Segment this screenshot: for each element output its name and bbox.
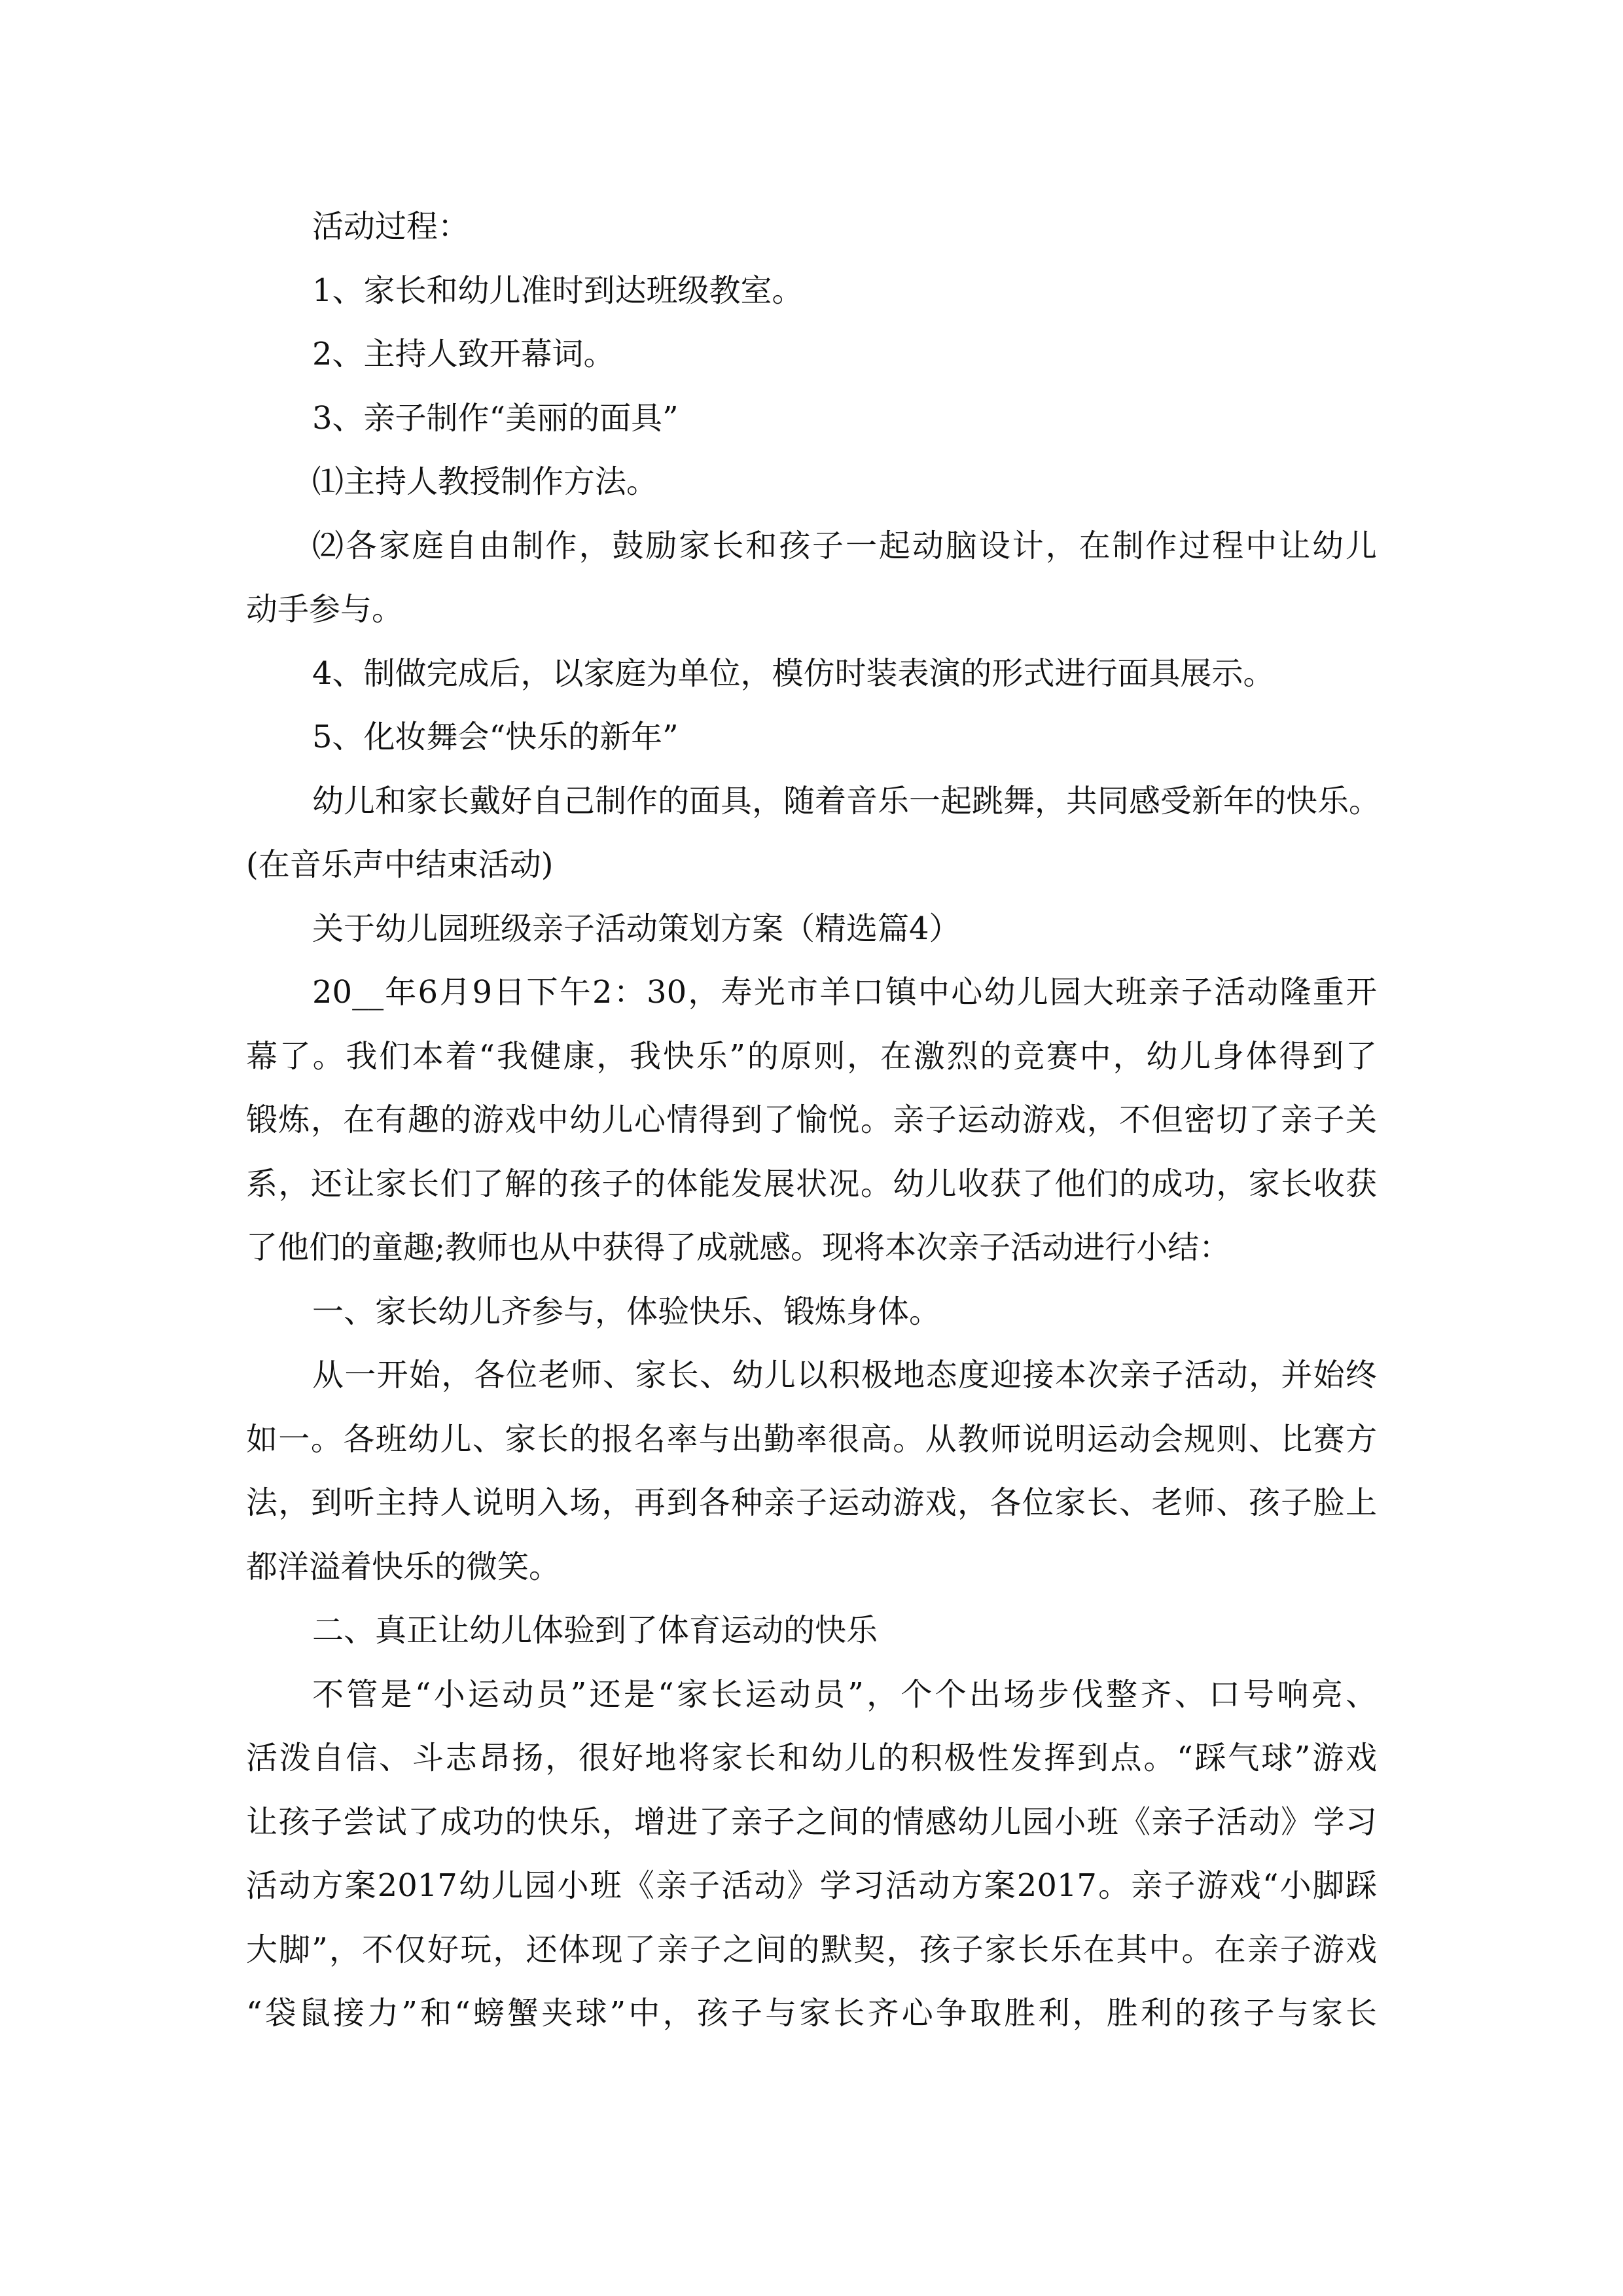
paragraph-line: 活动方案2017幼儿园小班《亲子活动》学习活动方案2017。亲子游戏“小脚踩: [246, 1867, 1377, 1904]
paragraph-line: 活泼自信、斗志昂扬，很好地将家长和幼儿的积极性发挥到点。“踩气球”游戏: [246, 1740, 1377, 1776]
paragraph-line: 1、家长和幼儿准时到达班级教室。: [312, 272, 804, 309]
paragraph-line: 幕了。我们本着“我健康，我快乐”的原则，在激烈的竞赛中，幼儿身体得到了: [246, 1037, 1377, 1075]
paragraph-line: 如一。各班幼儿、家长的报名率与出勤率很高。从教师说明运动会规则、比赛方: [246, 1420, 1377, 1458]
paragraph-line: ⑵各家庭自由制作，鼓励家长和孩子一起动脑设计，在制作过程中让幼儿: [312, 527, 1377, 564]
paragraph-line: 20__年6月9日下午2：30，寿光市羊口镇中心幼儿园大班亲子活动隆重开: [312, 974, 1377, 1011]
paragraph-line: (在音乐声中结束活动): [246, 846, 554, 883]
document-page: [246, 195, 1381, 2046]
paragraph-line: 不管是“小运动员”还是“家长运动员”，个个出场步伐整齐、口号响亮、: [312, 1676, 1377, 1713]
paragraph-line: 2、主持人致开幕词。: [312, 336, 615, 372]
paragraph-line: 让孩子尝试了成功的快乐，增进了亲子之间的情感幼儿园小班《亲子活动》学习: [246, 1803, 1377, 1840]
paragraph-line: 幼儿和家长戴好自己制作的面具，随着音乐一起跳舞，共同感受新年的快乐。: [312, 782, 1381, 819]
subheading-one: 一、家长幼儿齐参与，体验快乐、锻炼身体。: [312, 1293, 941, 1330]
section-title: 关于幼儿园班级亲子活动策划方案（精选篇4）: [312, 910, 961, 947]
heading-activity-process: 活动过程：: [312, 208, 470, 245]
paragraph-line: 都洋溢着快乐的微笑。: [246, 1548, 561, 1585]
paragraph-line: 5、化妆舞会“快乐的新年”: [312, 719, 679, 755]
paragraph-line: 4、制做完成后，以家庭为单位，模仿时装表演的形式进行面具展示。: [312, 655, 1275, 692]
paragraph-line: 从一开始，各位老师、家长、幼儿以积极地态度迎接本次亲子活动，并始终: [312, 1357, 1377, 1393]
paragraph-line: 3、亲子制作“美丽的面具”: [312, 399, 679, 437]
paragraph-line: 法，到听主持人说明入场，再到各种亲子运动游戏，各位家长、老师、孩子脸上: [246, 1484, 1377, 1521]
subheading-two: 二、真正让幼儿体验到了体育运动的快乐: [312, 1612, 878, 1649]
paragraph-line: 锻炼，在有趣的游戏中幼儿心情得到了愉悦。亲子运动游戏，不但密切了亲子关: [246, 1102, 1377, 1138]
paragraph-line: 了他们的童趣;教师也从中获得了成就感。现将本次亲子活动进行小结：: [246, 1229, 1231, 1266]
paragraph-line: 系，还让家长们了解的孩子的体能发展状况。幼儿收获了他们的成功，家长收获: [246, 1165, 1377, 1202]
paragraph-line: 动手参与。: [246, 591, 404, 628]
paragraph-line: 大脚”，不仅好玩，还体现了亲子之间的默契，孩子家长乐在其中。在亲子游戏: [246, 1931, 1377, 1968]
paragraph-line: “袋鼠接力”和“螃蟹夹球”中，孩子与家长齐心争取胜利，胜利的孩子与家长: [246, 1995, 1377, 2032]
paragraph-line: ⑴主持人教授制作方法。: [312, 463, 658, 500]
